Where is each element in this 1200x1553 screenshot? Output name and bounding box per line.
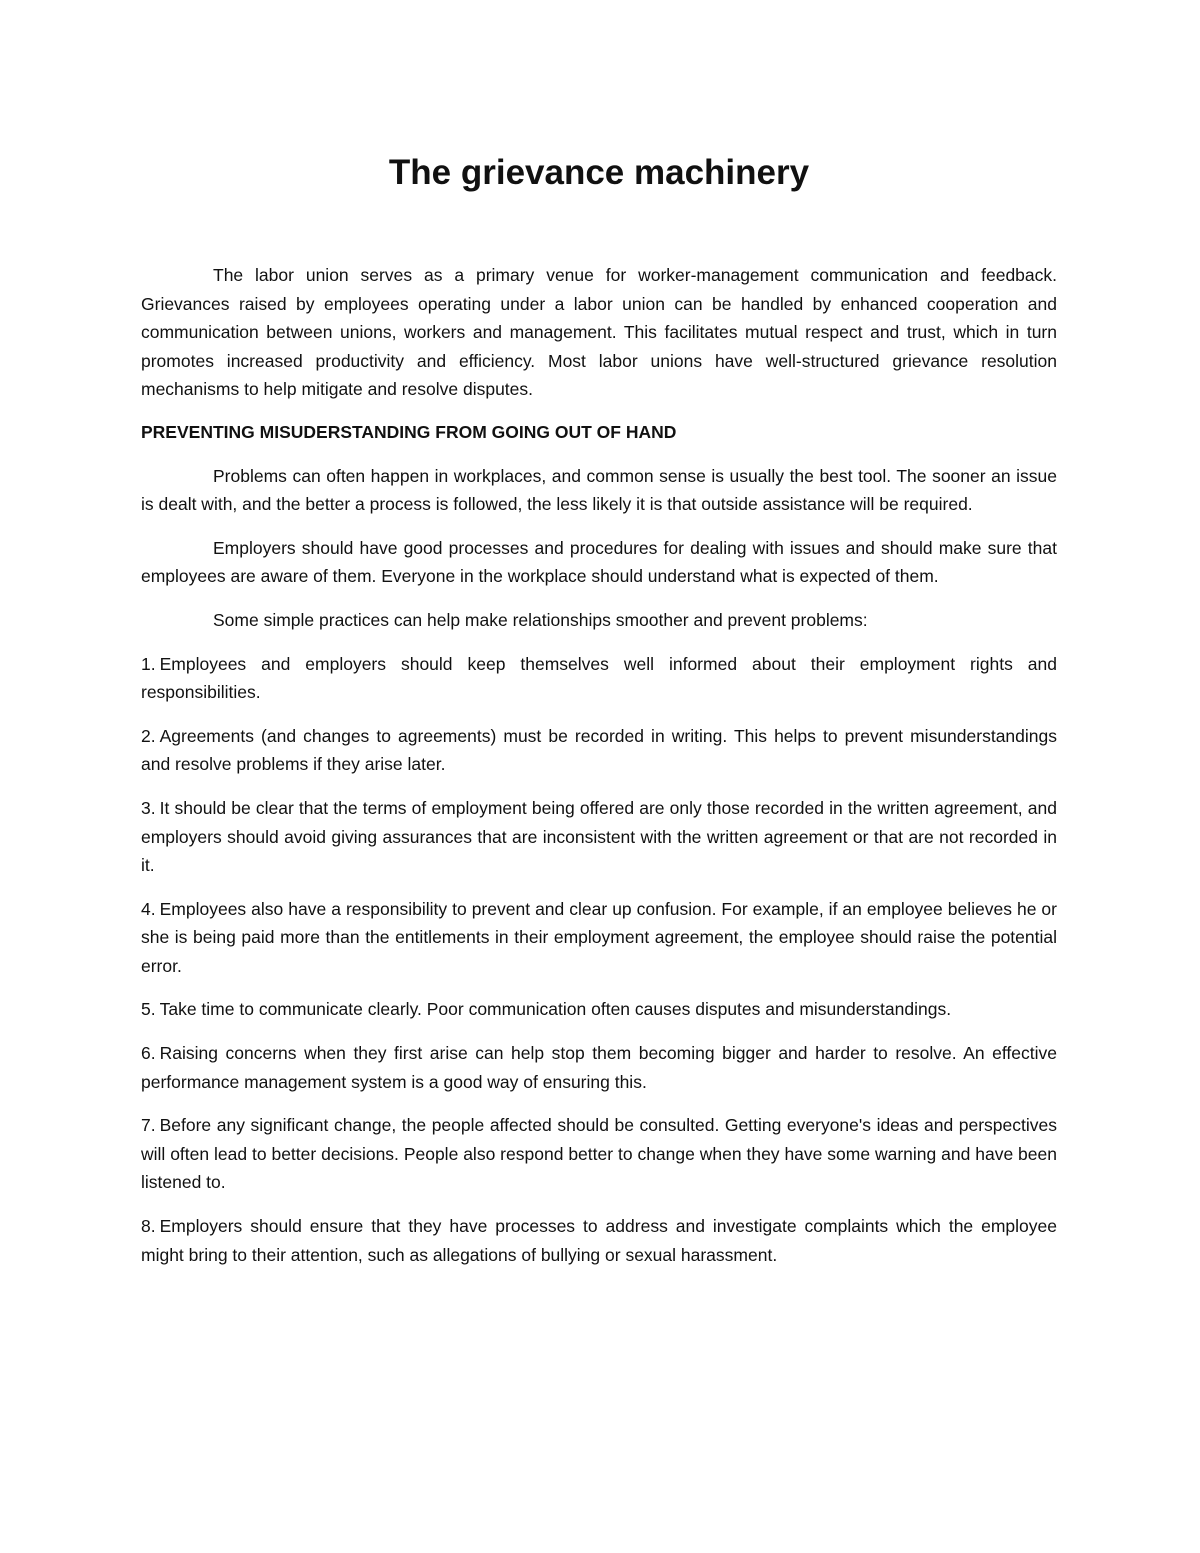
body-paragraph: Problems can often happen in workplaces, and common sense is usually the best tool. The sooner an issue is dealt with, and the better a process is followed, the less likely it is that outside assistance will be required. — [141, 465, 1057, 515]
list-item — [141, 722, 1057, 779]
list-number: 3. — [141, 797, 156, 818]
list-text: Agreements (and changes to agreements) must be recorded in writing. This helps to prevent misunderstandings and resolve problems if they arise later. — [141, 725, 1057, 775]
body-paragraph: Some simple practices can help make relationships smoother and prevent problems: — [213, 609, 868, 630]
list-item — [141, 794, 1057, 880]
list-item — [141, 1039, 1057, 1096]
body-paragraph: Employers should have good processes and procedures for dealing with issues and should make sure that employees are aware of them. Everyone in the workplace should understand what is expected of them. — [141, 537, 1057, 587]
document-body — [141, 150, 1057, 1269]
list-number: 7. — [141, 1115, 156, 1136]
intro-paragraph: The labor union serves as a primary venue for worker-management communication and feedback. Grievances raised by employees operating under a labor union can be handled by enhanced cooperation and communication between unions, workers and management. This facilitates mutual respect and trust, which in turn promotes increased productivity and efficiency. Most labor unions have well-structured grievance resolution mechanisms to help mitigate and resolve disputes. — [141, 265, 1057, 400]
list-number: 6. — [141, 1043, 156, 1064]
list-text: Take time to communicate clearly. Poor communication often causes disputes and misunderstandings. — [159, 999, 952, 1020]
list-item — [141, 1111, 1057, 1197]
list-number: 2. — [141, 725, 156, 746]
list-number: 4. — [141, 898, 156, 919]
list-number: 1. — [141, 653, 156, 674]
list-text: Before any significant change, the people affected should be consulted. Getting everyone's ideas and perspectives will often lead to better decisions. People also respond better to change when they have some warning and have been listened to. — [141, 1115, 1057, 1193]
list-item — [141, 650, 1057, 707]
list-text: It should be clear that the terms of employment being offered are only those recorded in the written agreement, and employers should avoid giving assurances that are inconsistent with the written agreement or that are not recorded in it. — [141, 797, 1057, 876]
list-item — [141, 895, 1057, 981]
list-text: Employers should ensure that they have processes to address and investigate complaints which the employee might bring to their attention, such as allegations of bullying or sexual harassment. — [141, 1216, 1057, 1265]
document-title: The grievance machinery — [388, 153, 810, 192]
list-text: Raising concerns when they first arise can help stop them becoming bigger and harder to resolve. An effective performance management system is a good way of ensuring this. — [141, 1043, 1057, 1092]
list-number: 8. — [141, 1216, 156, 1237]
list-item — [141, 995, 1057, 1024]
section-heading: PREVENTING MISUDERSTANDING FROM GOING OUT OF HAND — [141, 421, 677, 442]
list-text: Employees and employers should keep themselves well informed about their employment rights and responsibilities. — [141, 653, 1057, 703]
list-number: 5. — [141, 999, 156, 1020]
list-item — [141, 1212, 1057, 1269]
list-text: Employees also have a responsibility to prevent and clear up confusion. For example, if an employee believes he or she is being paid more than the entitlements in their employment agreement, the employee should raise the potential error. — [141, 898, 1057, 976]
